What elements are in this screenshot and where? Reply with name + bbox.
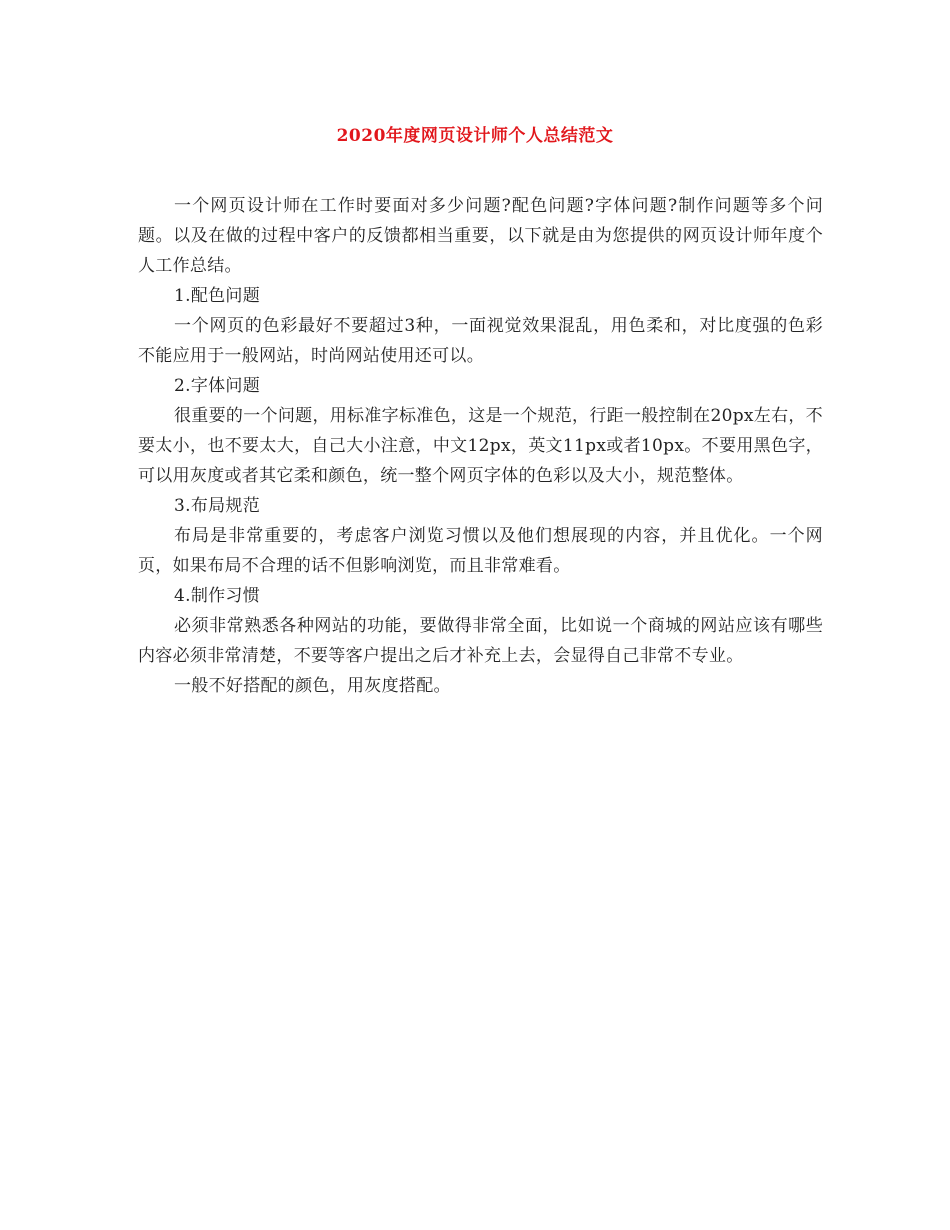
intro-paragraph: 一个网页设计师在工作时要面对多少问题?配色问题?字体问题?制作问题等多个问题。以及在做的过程中客户的反馈都相当重要，以下就是由为您提供的网页设计师年度个人工作总结。 [138, 196, 823, 276]
document-title: 2020年度网页设计师个人总结范文 [336, 126, 614, 146]
section-heading-layout: 3.布局规范 [174, 496, 261, 516]
closing-paragraph: 一般不好搭配的颜色，用灰度搭配。 [174, 676, 451, 696]
section-paragraph-color: 一个网页的色彩最好不要超过3种，一面视觉效果混乱，用色柔和，对比度强的色彩不能应用于一般网站，时尚网站使用还可以。 [138, 316, 823, 366]
section-paragraph-layout: 布局是非常重要的，考虑客户浏览习惯以及他们想展现的内容，并且优化。一个网页，如果布局不合理的话不但影响浏览，而且非常难看。 [138, 526, 823, 576]
section-heading-color: 1.配色问题 [174, 286, 261, 306]
section-heading-habits: 4.制作习惯 [174, 586, 261, 606]
section-heading-font: 2.字体问题 [174, 376, 261, 396]
section-paragraph-habits: 必须非常熟悉各种网站的功能，要做得非常全面，比如说一个商城的网站应该有哪些内容必须非常清楚，不要等客户提出之后才补充上去，会显得自己非常不专业。 [138, 616, 823, 666]
document-body [138, 191, 823, 701]
section-paragraph-font: 很重要的一个问题，用标准字标准色，这是一个规范，行距一般控制在20px左右，不要太小，也不要太大，自己大小注意，中文12px，英文11px或者10px。不要用黑色字，可以用灰度或者其它柔和颜色，统一整个网页字体的色彩以及大小，规范整体。 [138, 406, 823, 486]
